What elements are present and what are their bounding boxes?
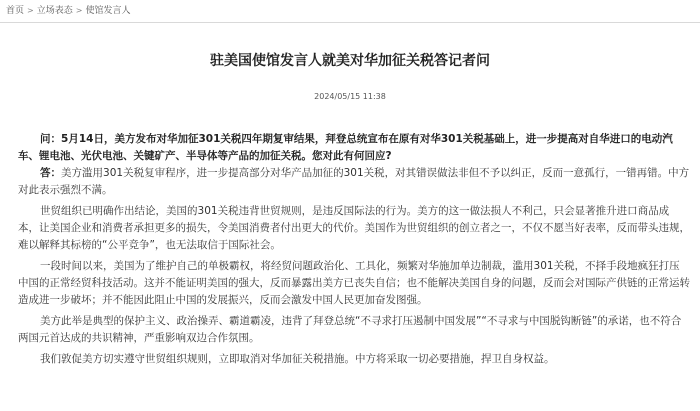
header-divider <box>0 22 700 23</box>
answer-paragraph <box>18 165 690 199</box>
body-paragraph-5: 我们敦促美方切实遵守世贸组织规则，立即取消对华加征关税措施。中方将采取一切必要措施，捍卫自身权益。 <box>40 353 555 365</box>
breadcrumb-separator: > <box>75 6 83 15</box>
answer-lead: 答： <box>40 167 62 179</box>
body-paragraph-2: 世贸组织已明确作出结论，美国的301关税违背世贸规则，是违反国际法的行为。美方的这一做法损人不利己，只会显著推升进口商品成本，让美国企业和消费者承担更多的损失，令美国消费者付出更大的代价。美国作为世贸组织的创立者之一，不仅不愿当好表率，反而带头违规，难以解释其标榜的“公平竞争”，也无法取信于国际社会。 <box>18 205 690 251</box>
answer-text: 美方滥用301关税复审程序，进一步提高部分对华产品加征的301关税，对其错误做法非但不予以纠正，反而一意孤行，一错再错。中方对此表示强烈不满。 <box>18 167 690 196</box>
body-paragraph-3: 一段时间以来，美国为了维护自己的单极霸权，将经贸问题政治化、工具化，频繁对华施加单边制裁，滥用301关税，不择手段地疯狂打压中国的正常经贸科技活动。这并不能证明美国的强大，反而暴露出美方已丧失自信；也不能解决美国自身的问题，反而会对国际产供链的正常运转造成进一步破坏；并不能因此阻止中国的发展振兴，反而会激发中国人民更加奋发图强。 <box>18 260 690 306</box>
question-paragraph: 问：5月14日，美方发布对华加征301关税四年期复审结果，拜登总统宣布在原有对华301关税基础上，进一步提高对自华进口的电动汽车、锂电池、光伏电池、关键矿产、半导体等产品的加征关税。您对此有何回应? <box>18 133 673 162</box>
article-body <box>18 131 690 372</box>
publish-timestamp: 2024/05/15 11:38 <box>314 92 386 101</box>
breadcrumb-spokesperson-link[interactable]: 使馆发言人 <box>85 6 131 16</box>
breadcrumb-stance-link[interactable]: 立场表态 <box>36 6 73 16</box>
body-paragraph-4: 美方此举是典型的保护主义、政治操弄、霸道霸凌，违背了拜登总统“不寻求打压遏制中国发展”“不寻求与中国脱钩断链”的承诺，也不符合两国元首达成的共识精神，严重影响双边合作氛围。 <box>18 315 682 344</box>
page-title: 驻美国使馆发言人就美对华加征关税答记者问 <box>210 53 490 69</box>
breadcrumb-separator: > <box>27 6 34 15</box>
breadcrumb-home-link[interactable]: 首页 <box>6 6 25 16</box>
breadcrumb <box>6 4 130 18</box>
